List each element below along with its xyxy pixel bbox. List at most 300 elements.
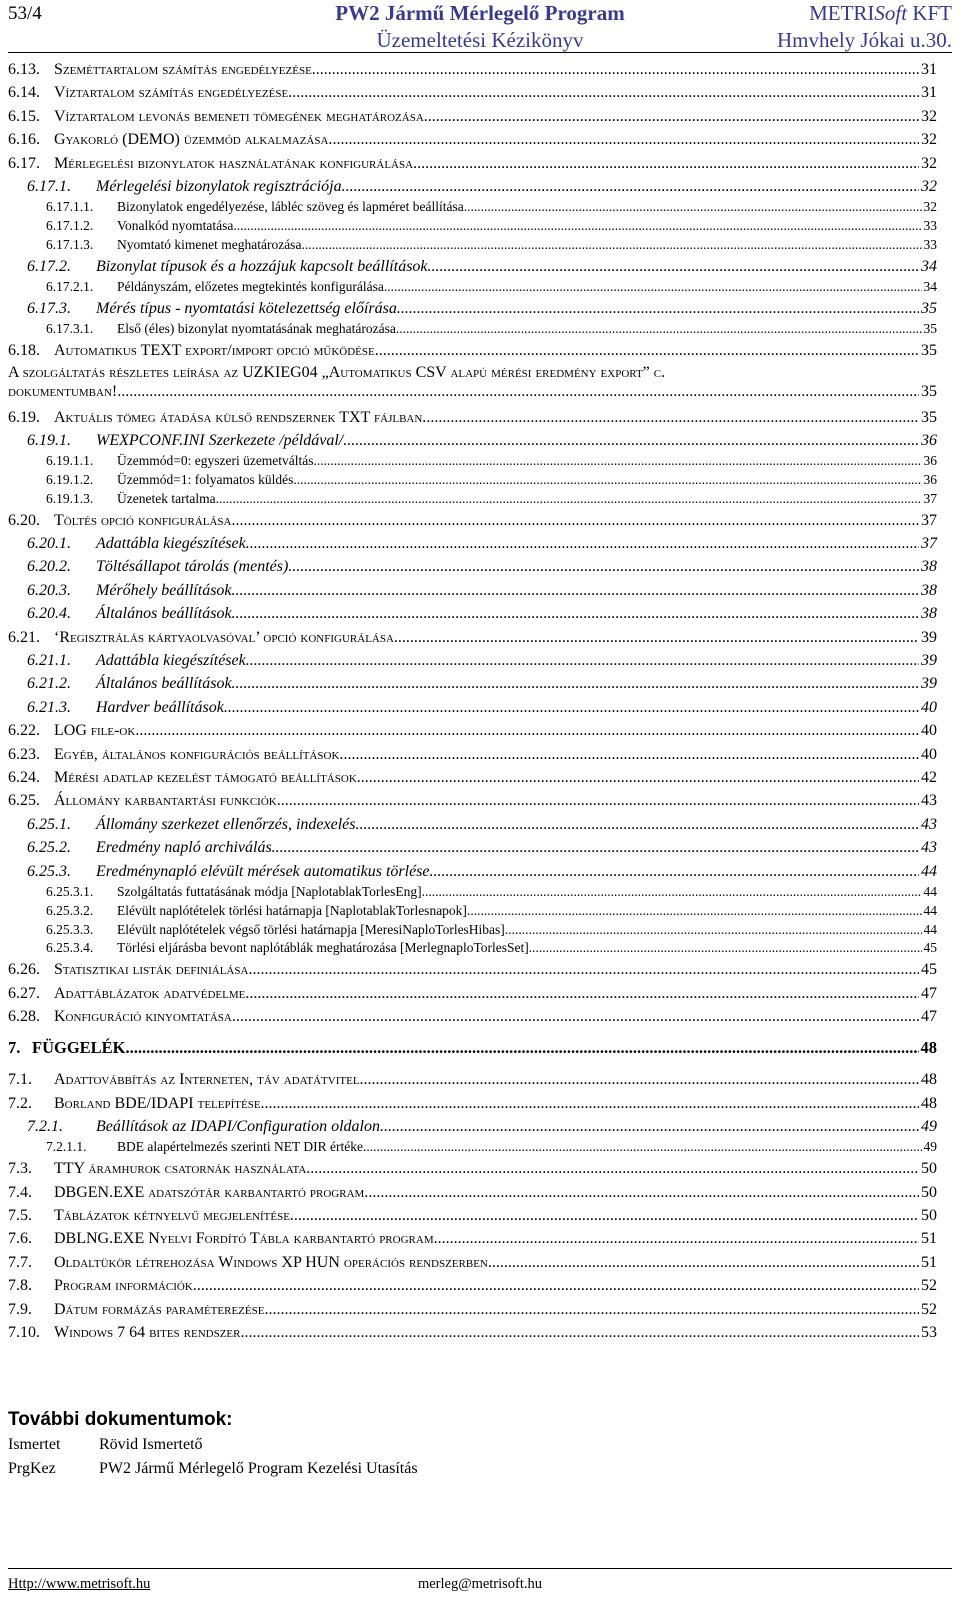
toc-number: 6.19. bbox=[8, 408, 40, 426]
toc-title: DBGEN.EXE adatszótár karbantartó program. bbox=[54, 1183, 369, 1201]
toc-number: 6.17.1.1. bbox=[46, 199, 94, 215]
further-documents bbox=[8, 1407, 418, 1481]
toc-page-number: 50 bbox=[921, 1207, 937, 1225]
toc-number: 6.17.3.1. bbox=[46, 321, 94, 337]
toc-entry[interactable] bbox=[8, 813, 937, 836]
toc-dot-leader bbox=[368, 1181, 919, 1204]
toc-page-number: 37 bbox=[921, 535, 937, 553]
toc-title: Szeméttartalom számítás engedélyezése. bbox=[54, 61, 316, 78]
toc-entry[interactable] bbox=[8, 602, 937, 625]
toc-number: 7.4. bbox=[8, 1183, 32, 1201]
toc-dot-leader bbox=[396, 320, 922, 339]
toc-page-number: 38 bbox=[921, 558, 937, 576]
toc-entry[interactable] bbox=[8, 1068, 937, 1091]
toc-number: 6.25. bbox=[8, 792, 40, 810]
toc-dot-leader bbox=[529, 939, 922, 958]
toc-number: 6.17.1. bbox=[27, 177, 71, 195]
toc-number: 6.25.1. bbox=[27, 815, 71, 833]
toc-extra-line2: dokumentumban! bbox=[8, 382, 118, 400]
toc-page-number: 40 bbox=[921, 745, 937, 763]
toc-title: Mérlegelési bizonylatok regisztrációja bbox=[96, 177, 342, 195]
toc-dot-leader bbox=[281, 789, 919, 812]
toc-dot-leader bbox=[342, 175, 919, 198]
toc-title: Aktuális tömeg átadása külső rendszernek TXT fájlban. bbox=[54, 408, 427, 426]
toc-title: Adattábla kiegészítések bbox=[96, 535, 246, 553]
toc-number: 6.20.1. bbox=[27, 535, 71, 553]
toc-title: Borland BDE/IDAPI telepítése. bbox=[54, 1094, 265, 1112]
toc-page-number: 31 bbox=[921, 84, 937, 102]
toc-dot-leader bbox=[363, 1138, 921, 1157]
toc-entry[interactable] bbox=[8, 743, 937, 766]
toc-entry[interactable] bbox=[8, 1138, 937, 1157]
toc-entry[interactable] bbox=[8, 1092, 937, 1115]
toc-number: 7.2. bbox=[8, 1094, 32, 1112]
toc-number: 6.25.3. bbox=[27, 862, 71, 880]
toc-entry[interactable] bbox=[8, 429, 937, 452]
toc-number: 7.10. bbox=[8, 1323, 40, 1341]
page-header bbox=[8, 0, 952, 53]
toc-page-number: 49 bbox=[923, 1139, 937, 1155]
toc-page-number: 52 bbox=[921, 1277, 937, 1295]
toc-number: 6.27. bbox=[8, 984, 40, 1002]
toc-section-b bbox=[8, 406, 937, 1345]
toc-entry[interactable] bbox=[8, 452, 937, 471]
toc-dot-leader bbox=[236, 1005, 919, 1028]
toc-title: WEXPCONF.INI Szerkezete /példával/ bbox=[96, 431, 344, 449]
toc-title: Töltés opció konfigurálása. bbox=[54, 511, 236, 529]
toc-title: Mérés típus - nyomtatási kötelezettség előírása bbox=[96, 299, 397, 317]
toc-dot-leader bbox=[252, 958, 919, 981]
company-address: Hmvhely Jókai u.30. bbox=[777, 28, 952, 52]
toc-title: DBLNG.EXE Nyelvi Fordító Tábla karbantartó program. bbox=[54, 1230, 438, 1248]
toc-entry[interactable] bbox=[8, 278, 937, 297]
toc-page-number: 36 bbox=[923, 472, 937, 488]
toc-page-number: 52 bbox=[921, 1300, 937, 1318]
toc-dot-leader bbox=[294, 1204, 919, 1227]
toc-title: Statisztikai listák definiálása. bbox=[54, 961, 253, 979]
toc-number: 6.16. bbox=[8, 131, 40, 149]
toc-number: 6.22. bbox=[8, 722, 40, 740]
toc-number: 6.19.1. bbox=[27, 431, 71, 449]
toc-number: 6.20.4. bbox=[27, 605, 71, 623]
toc-entry[interactable] bbox=[8, 1251, 937, 1274]
toc-title: Táblázatok kétnyelvű megjelenítése. bbox=[54, 1207, 294, 1225]
toc-entry[interactable] bbox=[8, 860, 937, 883]
toc-page-number: 35 bbox=[921, 299, 937, 317]
toc-dot-leader bbox=[292, 81, 919, 104]
toc-number: 7.2.1. bbox=[27, 1118, 63, 1136]
toc-title: Víztartalom számítás engedélyezése. bbox=[54, 84, 293, 102]
toc-dot-leader bbox=[422, 883, 922, 902]
toc-dot-leader bbox=[139, 719, 919, 742]
toc-title: Mérőhely beállítások bbox=[96, 581, 232, 599]
toc-number: 7. bbox=[8, 1038, 21, 1058]
toc-page-number: 45 bbox=[923, 940, 937, 956]
toc-title: Dátum formázás paraméterezése. bbox=[54, 1300, 269, 1318]
toc-dot-leader bbox=[246, 649, 919, 672]
toc-number: 7.3. bbox=[8, 1160, 32, 1178]
toc-number: 6.24. bbox=[8, 768, 40, 786]
toc-title: Adattábla kiegészítések bbox=[96, 652, 246, 670]
toc-page-number: 32 bbox=[923, 199, 937, 215]
toc-title: Állomány szerkezet ellenőrzés, indexelés bbox=[96, 815, 356, 833]
toc-entry[interactable] bbox=[8, 152, 937, 175]
toc-entry[interactable] bbox=[8, 1115, 937, 1138]
toc-number: 6.25.3.2. bbox=[46, 902, 94, 918]
document-value: Rövid Ismertető bbox=[99, 1436, 203, 1453]
toc-dot-leader bbox=[492, 1251, 919, 1274]
toc-page-number: 48 bbox=[920, 1038, 937, 1058]
toc-dot-leader bbox=[430, 860, 919, 883]
toc-page-number: 50 bbox=[921, 1183, 937, 1201]
toc-number: 7.8. bbox=[8, 1277, 32, 1295]
toc-dot-leader bbox=[246, 532, 919, 555]
toc-number: 6.17.1.3. bbox=[46, 236, 94, 252]
toc-dot-leader bbox=[232, 672, 919, 695]
toc-dot-leader bbox=[464, 198, 922, 217]
toc-dot-leader bbox=[397, 297, 919, 320]
page-number: 53/4 bbox=[8, 3, 42, 24]
toc-entry[interactable] bbox=[8, 939, 937, 958]
toc-dot-leader bbox=[332, 128, 919, 151]
toc-dot-leader bbox=[364, 1068, 919, 1091]
toc-page-number: 50 bbox=[921, 1160, 937, 1178]
toc-entry[interactable] bbox=[8, 921, 937, 940]
toc-dot-leader bbox=[467, 902, 922, 921]
toc-dot-leader bbox=[384, 278, 922, 297]
toc-page-number: 34 bbox=[921, 257, 937, 275]
toc-page-number: 48 bbox=[921, 1071, 937, 1089]
toc-number: 6.17.2. bbox=[27, 257, 71, 275]
toc-page-number: 44 bbox=[921, 862, 937, 880]
toc-entry[interactable] bbox=[8, 789, 937, 812]
toc-dot-leader bbox=[379, 339, 919, 362]
document-key: Ismertet bbox=[8, 1436, 61, 1453]
toc-number: 7.6. bbox=[8, 1230, 32, 1248]
toc-number: 6.19.1.2. bbox=[46, 472, 94, 488]
toc-dot-leader bbox=[232, 579, 919, 602]
toc-dot-leader bbox=[428, 255, 919, 278]
toc-entry[interactable] bbox=[8, 471, 937, 490]
toc-entry[interactable] bbox=[8, 902, 937, 921]
toc-entry[interactable] bbox=[8, 532, 937, 555]
toc-entry[interactable] bbox=[8, 128, 937, 151]
toc-entry[interactable] bbox=[8, 236, 937, 255]
toc-dot-leader bbox=[438, 1227, 919, 1250]
toc-number: 6.13. bbox=[8, 61, 40, 78]
toc-dot-leader bbox=[355, 813, 919, 836]
toc-title: Adattáblázatok adatvédelme. bbox=[54, 984, 250, 1002]
toc-title: Eredmény napló archiválás bbox=[96, 839, 272, 857]
toc-page-number: 32 bbox=[921, 177, 937, 195]
toc-number: 6.23. bbox=[8, 745, 40, 763]
toc-dot-leader bbox=[130, 1035, 919, 1061]
toc-title: Víztartalom levonás bemeneti tömegének meghatározása. bbox=[54, 107, 428, 125]
toc-title: Üzenetek tartalma bbox=[117, 490, 216, 506]
company-name: METRISoft KFT bbox=[809, 1, 952, 25]
toc-number: 6.17.3. bbox=[27, 299, 71, 317]
toc-page-number: 51 bbox=[921, 1253, 937, 1271]
toc-entry[interactable] bbox=[8, 1298, 937, 1321]
toc-title: Elévült naplótételek törlési határnapja [NaplotablakTorlesnapok] bbox=[117, 902, 467, 918]
document-title: PW2 Jármű Mérlegelő Program bbox=[335, 1, 625, 25]
toc-page-number: 32 bbox=[921, 107, 937, 125]
toc-title: Bizonylatok engedélyezése, lábléc szöveg és lapméret beállítása bbox=[117, 199, 464, 215]
toc-title: Törlési eljárásba bevont naplótáblák meghatározása [MerlegnaploTorlesSet] bbox=[117, 940, 529, 956]
toc-title: BDE alapértelmezés szerinti NET DIR értéke bbox=[117, 1139, 364, 1155]
toc-title: Mérési adatlap kezelést támogató beállítások. bbox=[54, 768, 361, 786]
toc-page-number: 44 bbox=[923, 921, 937, 937]
toc-page-number: 48 bbox=[921, 1094, 937, 1112]
toc-title: LOG file-ok. bbox=[54, 722, 140, 740]
toc-page-number: 39 bbox=[921, 652, 937, 670]
toc-entry[interactable] bbox=[8, 766, 937, 789]
toc-dot-leader bbox=[314, 452, 922, 471]
toc-number: 6.21.1. bbox=[27, 652, 71, 670]
toc-dot-leader bbox=[505, 921, 922, 940]
toc-title: Eredménynapló elévült mérések automatikus törlése bbox=[96, 862, 430, 880]
toc-number: 7.9. bbox=[8, 1300, 32, 1318]
toc-title: Beállítások az IDAPI/Configuration oldalon bbox=[96, 1118, 380, 1136]
toc-page-number: 35 bbox=[921, 342, 937, 360]
toc-entry[interactable] bbox=[8, 1321, 937, 1344]
toc-title: Első (éles) bizonylat nyomtatásának meghatározása bbox=[117, 321, 396, 337]
toc-entry[interactable] bbox=[8, 1274, 937, 1297]
toc-page-number: 45 bbox=[921, 961, 937, 979]
toc-entry[interactable] bbox=[8, 1181, 937, 1204]
toc-number: 6.28. bbox=[8, 1007, 40, 1025]
toc-entry[interactable] bbox=[8, 696, 937, 719]
toc-page-number: 51 bbox=[921, 1230, 937, 1248]
toc-entry[interactable] bbox=[8, 1005, 937, 1028]
toc-dot-leader bbox=[272, 836, 919, 859]
toc-page-number: 38 bbox=[921, 581, 937, 599]
toc-entry[interactable] bbox=[8, 555, 937, 578]
toc-entry[interactable] bbox=[8, 198, 937, 217]
toc-title: Program információk. bbox=[54, 1277, 197, 1295]
toc-page-number: 37 bbox=[923, 490, 937, 506]
toc-dot-leader bbox=[249, 982, 919, 1005]
toc-number: 7.5. bbox=[8, 1207, 32, 1225]
toc-extra-line2-row bbox=[8, 382, 937, 406]
toc-number: 6.25.3.3. bbox=[46, 921, 94, 937]
document-value: PW2 Jármű Mérlegelő Program Kezelési Utasítás bbox=[99, 1460, 418, 1477]
toc-page-number: 34 bbox=[923, 279, 937, 295]
toc-entry[interactable] bbox=[8, 81, 937, 104]
toc-number: 6.17.1.2. bbox=[46, 218, 94, 234]
toc-dot-leader bbox=[288, 555, 919, 578]
toc-page-number: 35 bbox=[921, 382, 937, 400]
toc-title: Oldaltükör létrehozása Windows XP HUN operációs rendszerben. bbox=[54, 1253, 492, 1271]
toc-entry[interactable] bbox=[8, 217, 937, 236]
toc-number: 6.14. bbox=[8, 84, 40, 102]
toc-page-number: 36 bbox=[923, 453, 937, 469]
toc-entry[interactable] bbox=[8, 982, 937, 1005]
toc-title: Üzemmód=0: egyszeri üzemetváltás bbox=[117, 453, 314, 469]
toc-dot-leader bbox=[316, 58, 919, 81]
toc-page-number: 33 bbox=[923, 236, 937, 252]
toc-page-number: 38 bbox=[921, 605, 937, 623]
toc-entry[interactable] bbox=[8, 883, 937, 902]
toc-page-number: 43 bbox=[921, 815, 937, 833]
toc-page-number: 43 bbox=[921, 792, 937, 810]
toc-page-number: 32 bbox=[921, 154, 937, 172]
document-item bbox=[8, 1457, 418, 1481]
toc-dot-leader bbox=[343, 743, 919, 766]
page-footer bbox=[8, 1568, 952, 1606]
toc-entry[interactable] bbox=[8, 579, 937, 602]
toc-page-number: 33 bbox=[923, 218, 937, 234]
toc-number: 6.15. bbox=[8, 107, 40, 125]
toc-number: 6.18. bbox=[8, 342, 40, 360]
toc-extra-line1: A szolgáltatás részletes leírása az UZKIEG04 „Automatikus CSV alapú mérési eredmény export” c. bbox=[8, 363, 666, 381]
toc-dot-leader bbox=[380, 1115, 919, 1138]
toc-entry[interactable] bbox=[8, 255, 937, 278]
toc-entry[interactable] bbox=[8, 320, 937, 339]
toc-page-number: 32 bbox=[921, 131, 937, 149]
toc-dot-leader bbox=[245, 1321, 920, 1344]
document-subtitle: Üzemeltetési Kézikönyv bbox=[376, 28, 584, 52]
toc-dot-leader bbox=[236, 509, 920, 532]
toc-title: Vonalkód nyomtatása bbox=[117, 218, 234, 234]
toc-entry[interactable] bbox=[8, 1204, 937, 1227]
further-documents-title: További dokumentumok: bbox=[8, 1409, 233, 1430]
toc-page-number: 44 bbox=[923, 902, 937, 918]
toc-dot-leader bbox=[224, 696, 919, 719]
toc-dot-leader bbox=[216, 490, 922, 509]
toc-extra-entry[interactable] bbox=[8, 363, 937, 406]
toc-page-number: 35 bbox=[921, 408, 937, 426]
company-block bbox=[777, 0, 952, 54]
toc-entry[interactable] bbox=[8, 836, 937, 859]
toc-dot-leader bbox=[426, 406, 919, 429]
toc-number: 6.17. bbox=[8, 154, 40, 172]
toc-number: 6.20.2. bbox=[27, 558, 71, 576]
toc-title: Hardver beállítások bbox=[96, 698, 224, 716]
toc-entry[interactable] bbox=[8, 175, 937, 198]
toc-title: FÜGGELÉK. bbox=[32, 1038, 130, 1058]
toc-entry[interactable] bbox=[8, 1157, 937, 1180]
toc-entry[interactable] bbox=[8, 490, 937, 509]
toc-title: Üzemmód=1: folyamatos küldés bbox=[117, 472, 294, 488]
toc-dot-leader bbox=[268, 1298, 919, 1321]
toc-title: Mérlegelési bizonylatok használatának konfigurálása. bbox=[54, 154, 418, 172]
toc-dot-leader bbox=[293, 471, 921, 490]
toc-page-number: 44 bbox=[923, 883, 937, 899]
toc-title: Elévült naplótételek végső törlési határnapja [MeresiNaploTorlesHibas] bbox=[117, 921, 505, 937]
toc-title: Automatikus TEXT export/import opció működése. bbox=[54, 342, 379, 360]
toc-entry[interactable] bbox=[8, 719, 937, 742]
toc-number: 7.1. bbox=[8, 1071, 32, 1089]
toc-number: 6.25.3.1. bbox=[46, 883, 94, 899]
toc-entry[interactable] bbox=[8, 406, 937, 429]
toc-entry[interactable] bbox=[8, 672, 937, 695]
toc-page-number: 39 bbox=[921, 675, 937, 693]
toc-number: 6.21.3. bbox=[27, 698, 71, 716]
toc-title: Állomány karbantartási funkciók. bbox=[54, 792, 281, 810]
toc-dot-leader bbox=[117, 382, 919, 401]
toc-dot-leader bbox=[233, 217, 921, 236]
toc-page-number: 43 bbox=[921, 839, 937, 857]
toc-page-number: 35 bbox=[923, 321, 937, 337]
toc-title: Konfiguráció kinyomtatása. bbox=[54, 1007, 236, 1025]
toc-dot-leader bbox=[265, 1092, 919, 1115]
toc-page-number: 47 bbox=[921, 984, 937, 1002]
document-key: PrgKez bbox=[8, 1460, 56, 1477]
toc-entry[interactable] bbox=[8, 339, 937, 362]
toc-dot-leader bbox=[197, 1274, 919, 1297]
toc-number: 7.2.1.1. bbox=[46, 1139, 87, 1155]
toc-dot-leader bbox=[417, 152, 919, 175]
toc-page-number: 47 bbox=[921, 1007, 937, 1025]
toc-entry[interactable] bbox=[8, 509, 937, 532]
toc-number: 6.20.3. bbox=[27, 581, 71, 599]
toc-page-number: 40 bbox=[921, 722, 937, 740]
toc-entry[interactable] bbox=[8, 1227, 937, 1250]
toc-page-number: 42 bbox=[921, 768, 937, 786]
toc-dot-leader bbox=[428, 105, 919, 128]
toc-entry[interactable] bbox=[8, 58, 937, 81]
toc-title: Töltésállapot tárolás (mentés) bbox=[96, 558, 289, 576]
website-link[interactable]: Http://www.metrisoft.hu bbox=[8, 1576, 151, 1592]
toc-title: Gyakorló (DEMO) üzemmód alkalmazása. bbox=[54, 131, 333, 149]
toc-page-number: 39 bbox=[921, 628, 937, 646]
toc-number: 6.25.3.4. bbox=[46, 940, 94, 956]
toc-dot-leader bbox=[343, 429, 919, 452]
toc-title: Szolgáltatás futtatásának módja [NaplotablakTorlesEng] bbox=[117, 883, 422, 899]
toc-number: 6.19.1.3. bbox=[46, 490, 94, 506]
toc-number: 6.21.2. bbox=[27, 675, 71, 693]
toc-number: 6.20. bbox=[8, 511, 40, 529]
toc-title: Példányszám, előzetes megtekintés konfigurálása bbox=[117, 279, 384, 295]
toc-entry[interactable] bbox=[8, 105, 937, 128]
toc-page-number: 40 bbox=[921, 698, 937, 716]
toc-page-number: 53 bbox=[921, 1323, 937, 1341]
toc-title: Általános beállítások bbox=[96, 675, 232, 693]
toc-number: 6.17.2.1. bbox=[46, 279, 94, 295]
toc-page-number: 31 bbox=[921, 61, 937, 78]
toc-title: Adattovábbítás az Interneten, táv adatátvitel. bbox=[54, 1071, 364, 1089]
table-of-contents bbox=[8, 58, 937, 1344]
toc-title: Általános beállítások bbox=[96, 605, 232, 623]
toc-number: 6.19.1.1. bbox=[46, 453, 94, 469]
toc-page-number: 37 bbox=[921, 511, 937, 529]
toc-section-a bbox=[8, 58, 937, 363]
toc-dot-leader bbox=[361, 766, 919, 789]
toc-number: 6.21. bbox=[8, 628, 40, 646]
toc-page-number: 36 bbox=[921, 431, 937, 449]
toc-number: 6.26. bbox=[8, 961, 40, 979]
toc-dot-leader bbox=[310, 1157, 919, 1180]
toc-entry[interactable] bbox=[8, 958, 937, 981]
toc-dot-leader bbox=[301, 236, 921, 255]
email-address: merleg@metrisoft.hu bbox=[417, 1576, 543, 1592]
toc-title: Windows 7 64 bites rendszer. bbox=[54, 1323, 245, 1341]
toc-title: TTY áramhurok csatornák használata. bbox=[54, 1160, 311, 1178]
toc-entry[interactable] bbox=[8, 1035, 937, 1061]
toc-page-number: 49 bbox=[921, 1118, 937, 1136]
document-item bbox=[8, 1433, 418, 1457]
toc-title: Nyomtató kimenet meghatározása bbox=[117, 236, 302, 252]
toc-entry[interactable] bbox=[8, 649, 937, 672]
toc-title: Egyéb, általános konfigurációs beállítások. bbox=[54, 745, 344, 763]
toc-dot-leader bbox=[232, 602, 919, 625]
toc-entry[interactable] bbox=[8, 626, 937, 649]
toc-number: 6.25.2. bbox=[27, 839, 71, 857]
toc-title: Bizonylat típusok és a hozzájuk kapcsolt beállítások bbox=[96, 257, 428, 275]
toc-entry[interactable] bbox=[8, 297, 937, 320]
toc-number: 7.7. bbox=[8, 1253, 32, 1271]
